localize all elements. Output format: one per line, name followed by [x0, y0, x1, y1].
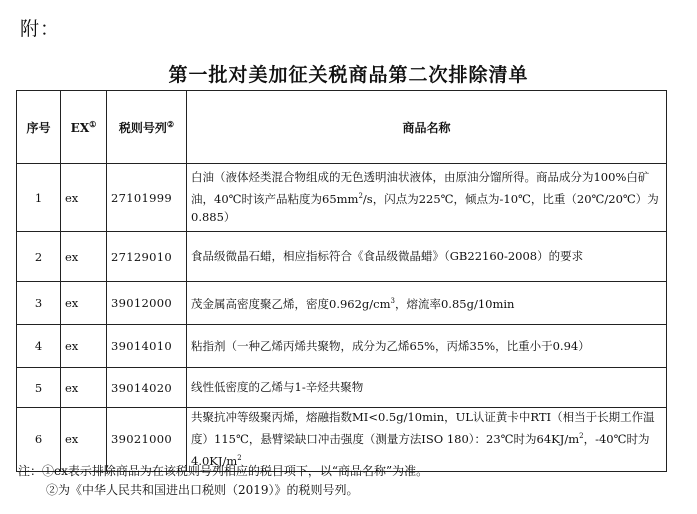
- cell-code: 39021000: [107, 408, 187, 472]
- cell-code: 27101999: [107, 164, 187, 232]
- cell-name-text-a: 共聚抗冲等级聚丙烯，熔融指数MI<0.5g/10min，UL认证黄卡中RTI（相当于长期工作温度）115℃，悬臂梁缺口冲击强度（测量方法ISO 180）：23℃时为64KJ/m: [191, 410, 655, 446]
- cell-name-superscript: 2: [579, 432, 584, 440]
- footnote-1: 注：①ex表示排除商品为在该税则号列相应的税目项下，以“商品名称”为准。: [18, 464, 429, 478]
- cell-name: 食品级微晶石蜡，相应指标符合《食品级微晶蜡》（GB22160-2008）的要求: [187, 232, 667, 282]
- col-header-name: 商品名称: [187, 91, 667, 164]
- cell-name: [187, 164, 667, 232]
- cell-name-text-b: /s，闪点为225℃，倾点为-10℃，比重（20℃/20℃）为0.885）: [191, 191, 659, 225]
- footnote-2: ②为《中华人民共和国进出口税则（2019）》的税则号列。: [46, 483, 359, 497]
- footnotes: [18, 462, 678, 500]
- cell-name-superscript: 2: [358, 191, 363, 200]
- exclusion-list-table: [16, 90, 667, 472]
- cell-name-superscript: 3: [390, 297, 395, 306]
- cell-ex: ex: [61, 232, 107, 282]
- table-row: [17, 232, 667, 282]
- cell-ex: ex: [61, 368, 107, 408]
- cell-code: 39012000: [107, 282, 187, 325]
- table-row: [17, 368, 667, 408]
- col-header-code-label: 税则号列: [118, 120, 167, 135]
- col-header-code: [107, 91, 187, 164]
- cell-name-text-a: 茂金属高密度聚乙烯，密度0.962g/cm: [191, 296, 391, 311]
- table-header-row: [17, 91, 667, 164]
- cell-seq: 5: [17, 368, 61, 408]
- col-header-ex-label: EX: [70, 121, 90, 135]
- cell-ex: ex: [61, 282, 107, 325]
- cell-seq: 2: [17, 232, 61, 282]
- cell-seq: 4: [17, 325, 61, 368]
- cell-name: [187, 282, 667, 325]
- cell-ex: ex: [61, 325, 107, 368]
- col-header-seq: 序号: [17, 91, 61, 164]
- table-row: [17, 282, 667, 325]
- col-header-ex: [61, 91, 107, 164]
- table-row: [17, 325, 667, 368]
- cell-ex: ex: [61, 164, 107, 232]
- cell-name-text-a: 白油（液体烃类混合物组成的无色透明油状液体，由原油分馏所得。商品成分为100%白矿油，40℃时该产品粘度为65mm: [191, 169, 650, 206]
- col-header-code-mark: ②: [166, 118, 175, 129]
- cell-code: 27129010: [107, 232, 187, 282]
- attachment-label: 附：: [20, 18, 61, 40]
- cell-name: 线性低密度的乙烯与1-辛烃共聚物: [187, 368, 667, 408]
- cell-name: 粘指剂（一种乙烯丙烯共聚物，成分为乙烯65%，丙烯35%，比重小于0.94）: [187, 325, 667, 368]
- cell-seq: 3: [17, 282, 61, 325]
- cell-seq: 6: [17, 408, 61, 472]
- table-row: [17, 164, 667, 232]
- cell-code: 39014010: [107, 325, 187, 368]
- cell-code: 39014020: [107, 368, 187, 408]
- cell-name-text-b: ，-40℃时为4.0KJ/m: [191, 431, 650, 468]
- col-header-ex-mark: ①: [89, 119, 97, 129]
- cell-seq: 1: [17, 164, 61, 232]
- cell-ex: ex: [61, 408, 107, 472]
- document-title: 第一批对美加征关税商品第二次排除清单: [168, 64, 529, 86]
- cell-name-text-b: ，熔流率0.85g/10min: [394, 296, 515, 311]
- cell-name-superscript-2: 2: [237, 453, 242, 462]
